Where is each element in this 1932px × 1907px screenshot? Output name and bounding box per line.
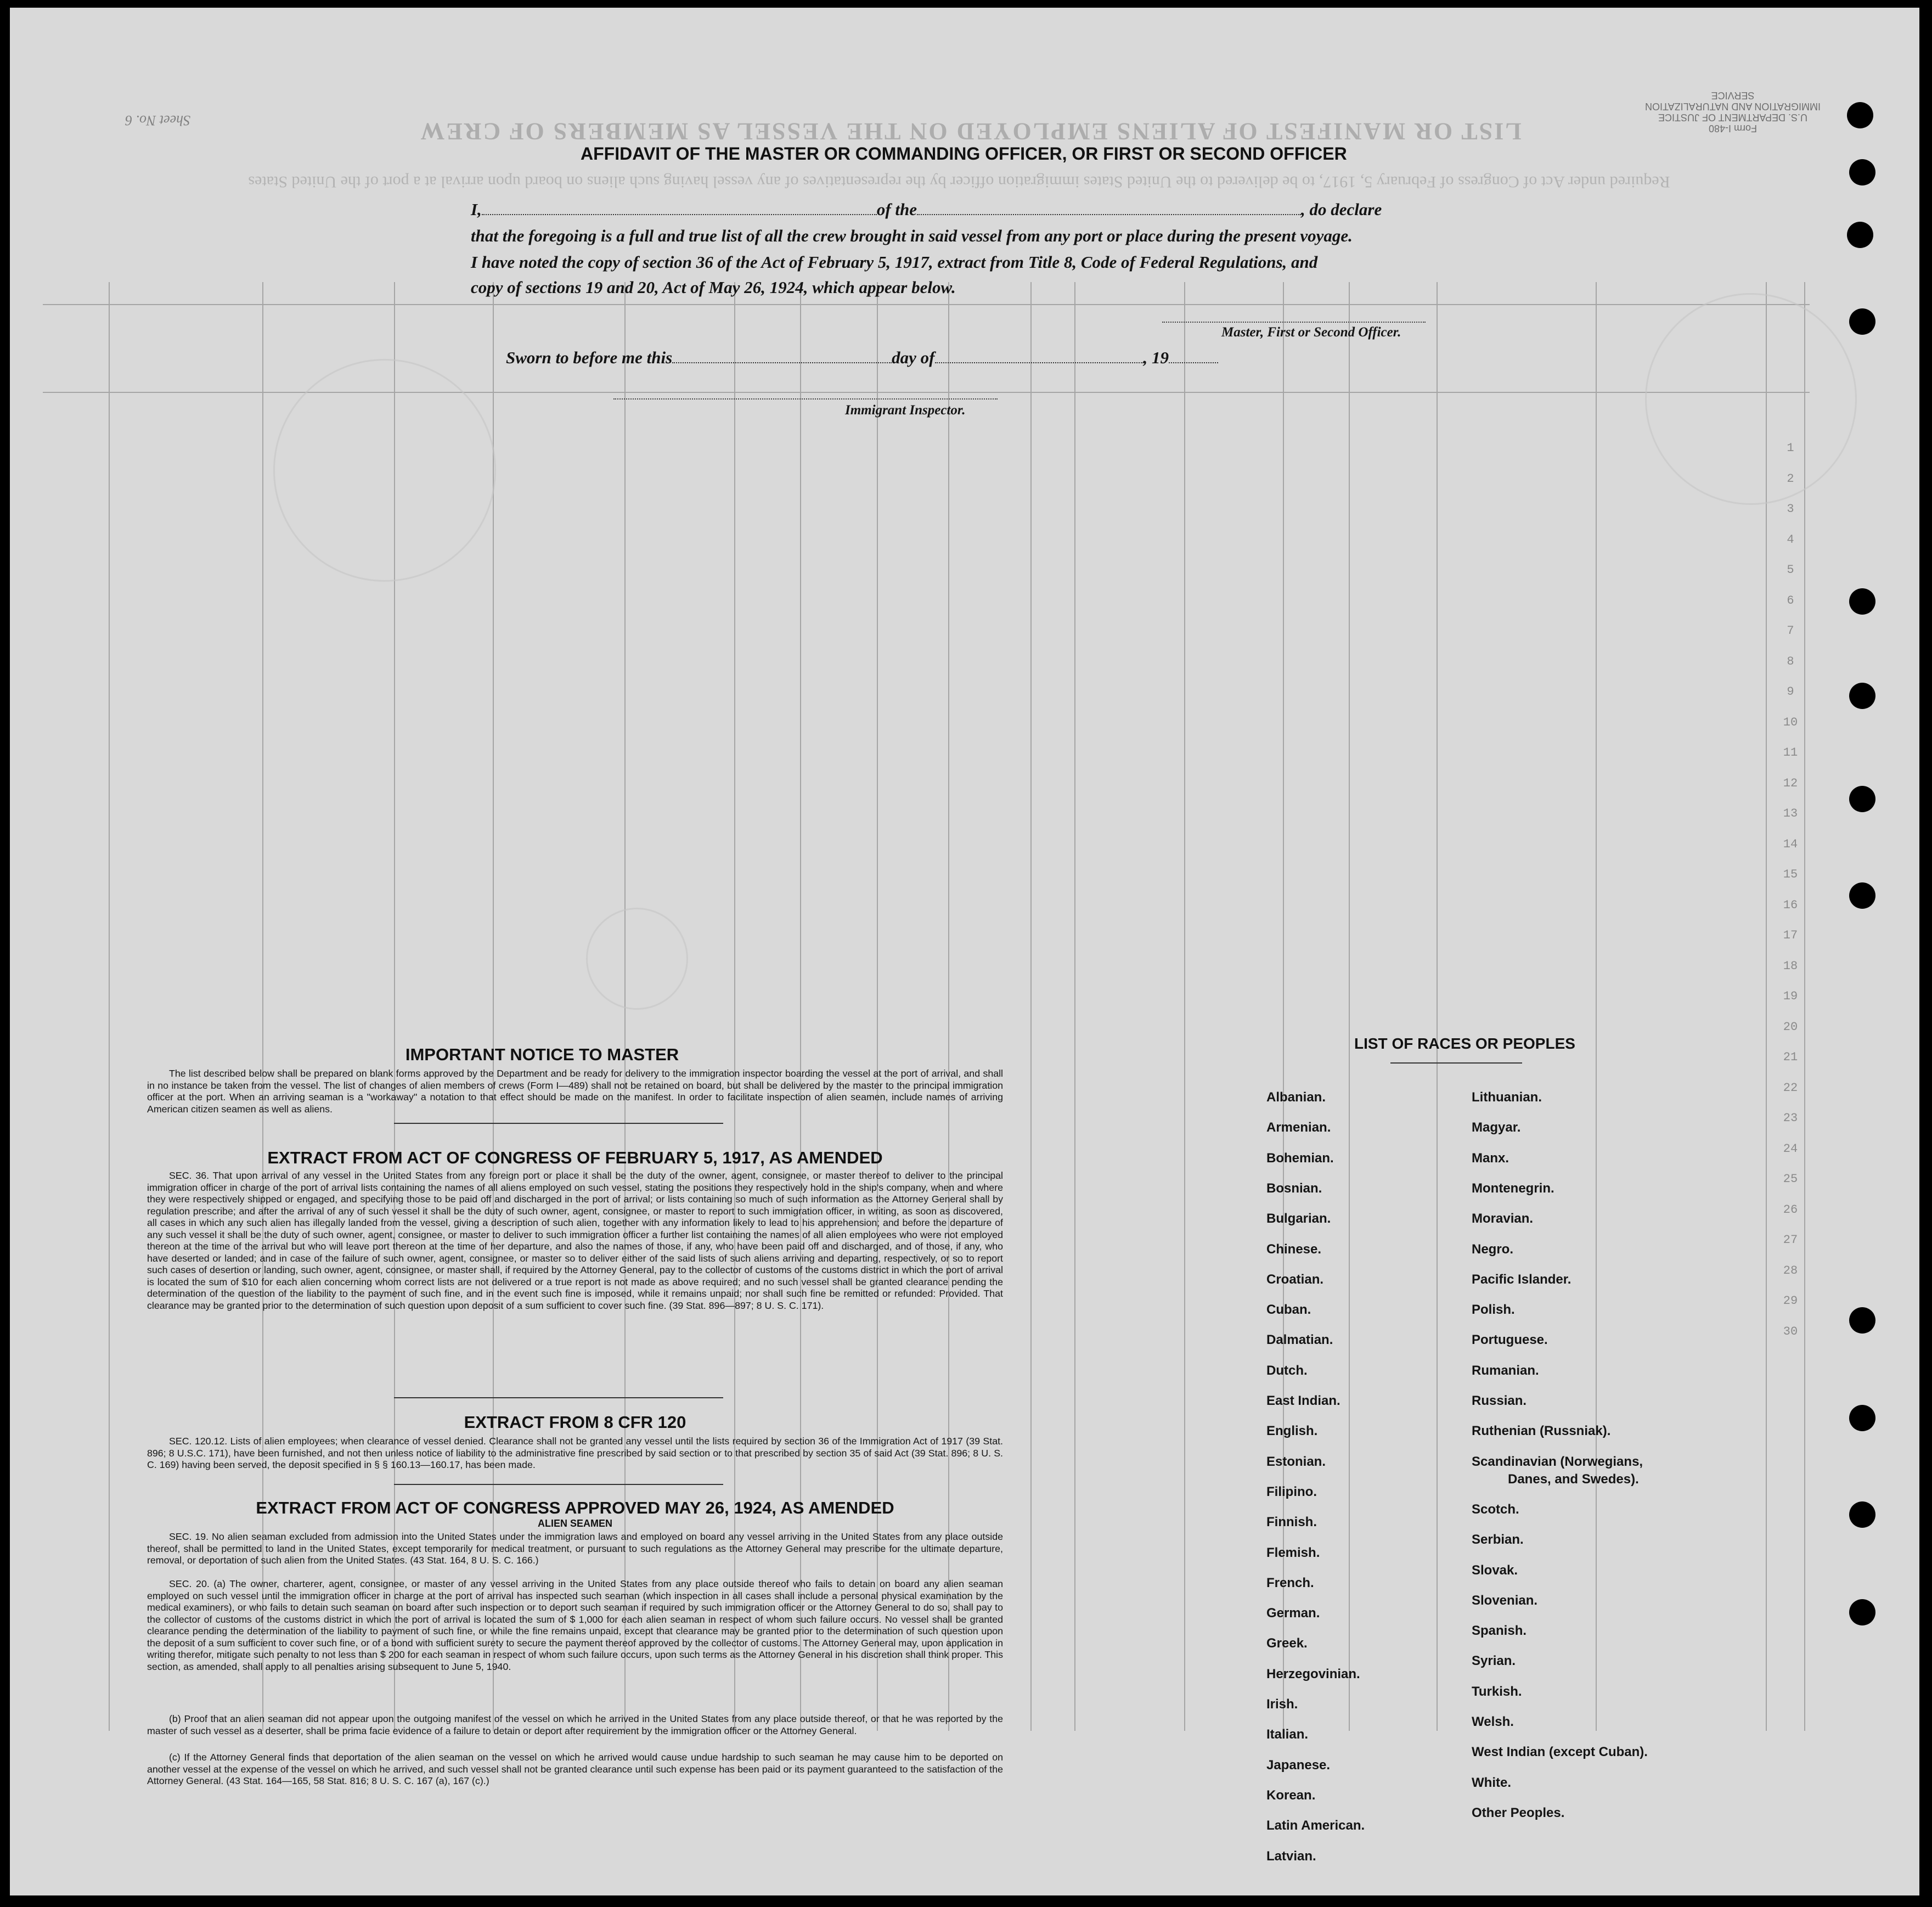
race-item: Estonian. xyxy=(1266,1454,1326,1469)
extract-1924-subtitle: ALIEN SEAMEN xyxy=(537,1518,612,1529)
bleed-row-number: 30 xyxy=(1783,1324,1798,1338)
race-item: Scotch. xyxy=(1472,1501,1519,1517)
bleed-row-number: 1 xyxy=(1787,441,1794,455)
bleed-row-number: 17 xyxy=(1783,929,1798,942)
punch-hole xyxy=(1849,1501,1875,1528)
bleed-row-number: 23 xyxy=(1783,1111,1798,1125)
extract-1924-sec20b: (b) Proof that an alien seaman did not appear upon the outgoing manifest of the vessel on which he arrived in the United States from any place outside thereof, or that he was reported by the master of such vessel as a deserter, shall be prima facie evidence of a failure to detain or deport after requirement by the immigration officer or the Attorney General. xyxy=(147,1713,1003,1736)
affidavit-declare-line: I, of the , do declare xyxy=(471,200,1382,219)
bleed-row-number: 12 xyxy=(1783,776,1798,790)
punch-hole xyxy=(1849,159,1875,185)
divider xyxy=(394,1123,723,1124)
bleed-sheet-number: Sheet No. 6 xyxy=(125,112,191,128)
punch-hole xyxy=(1849,1405,1875,1431)
race-item: Dalmatian. xyxy=(1266,1332,1333,1348)
race-item: Syrian. xyxy=(1472,1653,1516,1669)
punch-hole xyxy=(1847,102,1873,128)
bleed-row-number: 3 xyxy=(1787,502,1794,516)
bleed-row-number: 4 xyxy=(1787,532,1794,547)
race-item: Lithuanian. xyxy=(1472,1090,1542,1105)
extract-8cfr-title: EXTRACT FROM 8 CFR 120 xyxy=(464,1413,686,1432)
race-item: Rumanian. xyxy=(1472,1363,1539,1378)
punch-hole xyxy=(1849,786,1875,812)
race-item: East Indian. xyxy=(1266,1393,1340,1408)
bleed-row-number: 18 xyxy=(1783,959,1798,973)
bleed-row-number: 2 xyxy=(1787,471,1794,486)
race-item: Moravian. xyxy=(1472,1211,1534,1227)
race-item: Finnish. xyxy=(1266,1515,1317,1530)
bleed-row-number: 8 xyxy=(1787,654,1794,668)
race-item: Manx. xyxy=(1472,1150,1509,1166)
divider xyxy=(394,1484,723,1485)
bleed-stamp-circle xyxy=(1645,293,1857,505)
bleed-row-number: 13 xyxy=(1783,807,1798,820)
extract-1924-sec20a: SEC. 20. (a) The owner, charterer, agent, consignee, or master of any vessel arriving in the United States from any place outside thereof who fails to detain on board any alien seaman employed on such vessel until the immigration officer in charge at the port of arrival has inspected such seaman (which inspection in all cases shall include a personal physical examination by the medical examiners), or who fails to detain such seaman on board after such inspection or to deport such seaman if required by such immigration officer or the Attorney General to do so, shall pay to the collector of customs of the customs district in which the port of arrival is located the sum of $ 1,000 for each alien seaman in respect of whom such failure occurs. No vessel shall be granted clearance pending the determination of the liability to payment of such fine, or while the fine remains unpaid, except that clearance may be granted prior to the determination of such question upon the deposit of a sum sufficient to cover such fine, or of a bond with sufficient surety to secure the payment thereof approved by the collector of customs. The Attorney General may, upon application in writing therefor, mitigate such penalty to not less than $ 200 for each seaman in respect of whom such failure occurs, upon such terms as the Attorney General in his discretion shall think proper. This section, as amended, shall apply to all penalties arising subsequent to June 5, 1940. xyxy=(147,1578,1003,1672)
race-item: Bohemian. xyxy=(1266,1150,1334,1166)
bleed-stamp-circle xyxy=(273,359,496,582)
bleed-subtitle: Required under Act of Congress of February 5, 1917, to be delivered to the United States immigration officer by the representatives of any vessel having such aliens on board upon arrival at a port of the United States xyxy=(248,173,1670,191)
bleed-row-number: 27 xyxy=(1783,1233,1798,1247)
race-item: Chinese. xyxy=(1266,1241,1322,1257)
master-label: Master, First or Second Officer. xyxy=(1221,325,1401,340)
race-item: Ruthenian (Russniak). xyxy=(1472,1424,1611,1439)
race-item: Polish. xyxy=(1472,1302,1515,1318)
race-item: Irish. xyxy=(1266,1697,1298,1712)
race-item: Latvian. xyxy=(1266,1848,1316,1864)
bleed-row-number: 19 xyxy=(1783,989,1798,1003)
race-item: English. xyxy=(1266,1424,1318,1439)
bleed-row-number: 24 xyxy=(1783,1141,1798,1156)
bleed-row-number: 25 xyxy=(1783,1172,1798,1186)
extract-1924-title: EXTRACT FROM ACT OF CONGRESS APPROVED MAY 26, 1924, AS AMENDED xyxy=(256,1498,894,1517)
bleed-row-number: 16 xyxy=(1783,898,1798,912)
race-item: Negro. xyxy=(1472,1241,1514,1257)
affidavit-title: AFFIDAVIT OF THE MASTER OR COMMANDING OFFICER, OR FIRST OR SECOND OFFICER xyxy=(581,144,1347,164)
punch-hole xyxy=(1849,683,1875,709)
bleed-row-number: 28 xyxy=(1783,1263,1798,1278)
race-item: Montenegrin. xyxy=(1472,1180,1554,1196)
race-item: Slovenian. xyxy=(1472,1593,1538,1608)
inspector-signature-line xyxy=(613,398,998,400)
manifest-sheet xyxy=(10,8,1919,1895)
extract-8cfr-body: SEC. 120.12. Lists of alien employees; when clearance of vessel denied. Clearance shall not be granted any vessel until the lists required by section 36 of the Immigration Act of 1917 (39 Stat. 896; 8 U.S.C. 171), have been furnished, and not then unless notice of liability to the administrative fine prescribed by said section or to that prescribed by section 35 of said Act (39 Stat. 896; 8 U. S. C. 169) having been served, the deposit specified in § § 160.13—160.17, has been made. xyxy=(147,1436,1003,1470)
affidavit-line-4: copy of sections 19 and 20, Act of May 26, 1924, which appear below. xyxy=(471,278,956,297)
bleed-row-number: 14 xyxy=(1783,837,1798,851)
race-item: Welsh. xyxy=(1472,1714,1514,1729)
bleed-row-number: 26 xyxy=(1783,1202,1798,1217)
race-item: Dutch. xyxy=(1266,1363,1308,1378)
bleed-row-number: 5 xyxy=(1787,563,1794,577)
bleed-row-number: 7 xyxy=(1787,624,1794,638)
bleed-row-number: 9 xyxy=(1787,685,1794,699)
race-item: Slovak. xyxy=(1472,1562,1518,1578)
race-item: Bosnian. xyxy=(1266,1180,1322,1196)
race-item: Russian. xyxy=(1472,1393,1527,1408)
divider xyxy=(394,1397,723,1398)
race-item: Serbian. xyxy=(1472,1532,1524,1548)
extract-1924-sec20c: (c) If the Attorney General finds that deportation of the alien seaman on the vessel on which he arrived would cause undue hardship to such seaman he may cause him to be deported on another vessel at the expense of the vessel on which he arrived, and such vessel shall not be granted clearance until such expense has been paid or its payment guaranteed to the satisfaction of the Attorney General. (43 Stat. 164—165, 58 Stat. 816; 8 U. S. C. 167 (a), 167 (c).) xyxy=(147,1752,1003,1786)
bleed-row-number: 21 xyxy=(1783,1050,1798,1064)
race-item: Flemish. xyxy=(1266,1545,1320,1560)
punch-hole xyxy=(1849,1307,1875,1334)
race-item: Cuban. xyxy=(1266,1302,1311,1318)
race-item: German. xyxy=(1266,1606,1320,1621)
race-item: West Indian (except Cuban). xyxy=(1472,1745,1648,1760)
race-item: Portuguese. xyxy=(1472,1332,1548,1348)
race-item: Greek. xyxy=(1266,1636,1308,1651)
notice-body: The list described below shall be prepared on blank forms approved by the Department and be ready for delivery to the immigration inspector boarding the vessel at the port of arrival, and shall in no instance be taken from the vessel. The list of changes of alien members of crews (Form I—489) shall not be retained on board, but shall be delivered by the master to the principal immigration officer at the port. When an arriving seaman is a "workaway" a notation to that effect should be made on the manifest. In order to facilitate inspection of alien seamen, include names of arriving American citizen seamen as well as aliens. xyxy=(147,1068,1003,1115)
extract-1924-sec19: SEC. 19. No alien seaman excluded from admission into the United States under the immigration laws and employed on board any vessel arriving in the United States from any place outside thereof, shall be permitted to land in the United States, except temporarily for medical treatment, or pursuant to such regulations as the Attorney General may prescribe for the ultimate departure, removal, or deportation of such alien from the United States. (43 Stat. 164, 8 U. S. C. 166.) xyxy=(147,1531,1003,1566)
punch-hole xyxy=(1849,1599,1875,1625)
race-item: Croatian. xyxy=(1266,1272,1324,1287)
bleed-form-number: Form I-480 U.S. DEPARTMENT OF JUSTICE IMMIGRATION AND NATURALIZATION SERVICE xyxy=(1645,90,1821,134)
affidavit-line-3: I have noted the copy of section 36 of the Act of February 5, 1917, extract from Title 8, Code of Federal Regulations, and xyxy=(471,252,1318,272)
affidavit-line-2: that the foregoing is a full and true list of all the crew brought in said vessel from any port or place during the present voyage. xyxy=(471,226,1353,245)
race-item: French. xyxy=(1266,1575,1314,1590)
race-item: Magyar. xyxy=(1472,1120,1521,1135)
races-title: LIST OF RACES OR PEOPLES xyxy=(1354,1035,1575,1052)
punch-hole xyxy=(1847,222,1873,248)
race-item: Pacific Islander. xyxy=(1472,1272,1571,1287)
race-item: Scandinavian (Norwegians, xyxy=(1472,1454,1643,1469)
sworn-line: Sworn to before me this day of , 19 xyxy=(506,348,1218,368)
bleed-row-number: 29 xyxy=(1783,1294,1798,1308)
bleed-row-number: 15 xyxy=(1783,868,1798,881)
race-item: Bulgarian. xyxy=(1266,1211,1331,1227)
race-item: Latin American. xyxy=(1266,1818,1365,1833)
punch-hole xyxy=(1849,882,1875,909)
inspector-label: Immigrant Inspector. xyxy=(845,403,966,418)
race-item: Japanese. xyxy=(1266,1757,1331,1773)
race-item: Armenian. xyxy=(1266,1120,1331,1135)
race-item: Korean. xyxy=(1266,1787,1316,1803)
extract-1917-body: SEC. 36. That upon arrival of any vessel in the United States from any foreign port or place it shall be the duty of the owner, agent, consignee, or master thereof to deliver to the principal immigration officer in charge of the port of arrival lists containing the names of all aliens employed on such vessel, stating the positions they respectively hold in the ship's company, when and where they were respectively shipped or engaged, and specifying those to be paid off and discharged in the port of arrival; or lists containing so much of such information as the Attorney General shall by regulation prescribe; and after the arrival of any of such vessel it shall be the duty of such owner, agent, consignee, or master to report to such immigration officer, in writing, as soon as discovered, all cases in which any such alien has illegally landed from the vessel, giving a description of such alien, together with any information likely to lead to his apprehension; and before the departure of any such vessel it shall be the duty of such owner, agent, consignee, or master to deliver to such immigration officer a further list containing the names of all alien employees who were not employed thereon at the time of the arrival but who will leave port thereon at the time of her departure, and also the names of those, if any, who have been paid off and discharged, and of those, if any, who have deserted or landed; and in case of the failure of such owner, agent, consignee, or master so to deliver either of the said lists of such aliens arriving and departing, respectively, or so to report such cases of desertion or landing, such owner, agent, consignee, or master shall, if required by the Attorney General, pay to the collector of customs of the customs district in which the port of arrival is located the sum of $10 for each alien concerning whom correct lists are not delivered or a true report is not made as above required; and no such vessel shall be granted clearance pending the determination of the question of the liability to the payment of such fine, and in the event such fine is imposed, while it remains unpaid; nor shall such fine be remitted or refunded: Provided. That clearance may be granted prior to the determination of such question upon deposit of a sum sufficient to cover such fine. (39 Stat. 896—897; 8 U. S. C. 171). xyxy=(147,1170,1003,1311)
bleed-row-number: 10 xyxy=(1783,715,1798,729)
race-item: Italian. xyxy=(1266,1727,1309,1742)
bleed-stamp-circle xyxy=(586,908,688,1010)
race-item: Herzegovinian. xyxy=(1266,1666,1360,1681)
race-item: Spanish. xyxy=(1472,1623,1527,1639)
race-item: Turkish. xyxy=(1472,1684,1522,1699)
race-item: White. xyxy=(1472,1775,1511,1790)
race-item: Albanian. xyxy=(1266,1090,1326,1105)
notice-title: IMPORTANT NOTICE TO MASTER xyxy=(405,1045,679,1064)
race-item: Other Peoples. xyxy=(1472,1805,1565,1820)
bleed-title: LIST OR MANIFEST OF ALIENS EMPLOYED ON THE VESSEL AS MEMBERS OF CREW xyxy=(419,118,1522,145)
master-signature-line xyxy=(1162,322,1426,323)
punch-hole xyxy=(1849,588,1875,615)
punch-hole xyxy=(1849,308,1875,335)
bleed-row-number: 11 xyxy=(1783,746,1798,760)
bleed-row-number: 20 xyxy=(1783,1020,1798,1034)
bleed-row-number: 6 xyxy=(1787,593,1794,607)
extract-1917-title: EXTRACT FROM ACT OF CONGRESS OF FEBRUARY 5, 1917, AS AMENDED xyxy=(267,1148,883,1167)
races-title-underline xyxy=(1390,1062,1522,1064)
bleed-row-number: 22 xyxy=(1783,1081,1798,1095)
race-item: Filipino. xyxy=(1266,1484,1317,1499)
race-item: Danes, and Swedes). xyxy=(1508,1471,1639,1487)
